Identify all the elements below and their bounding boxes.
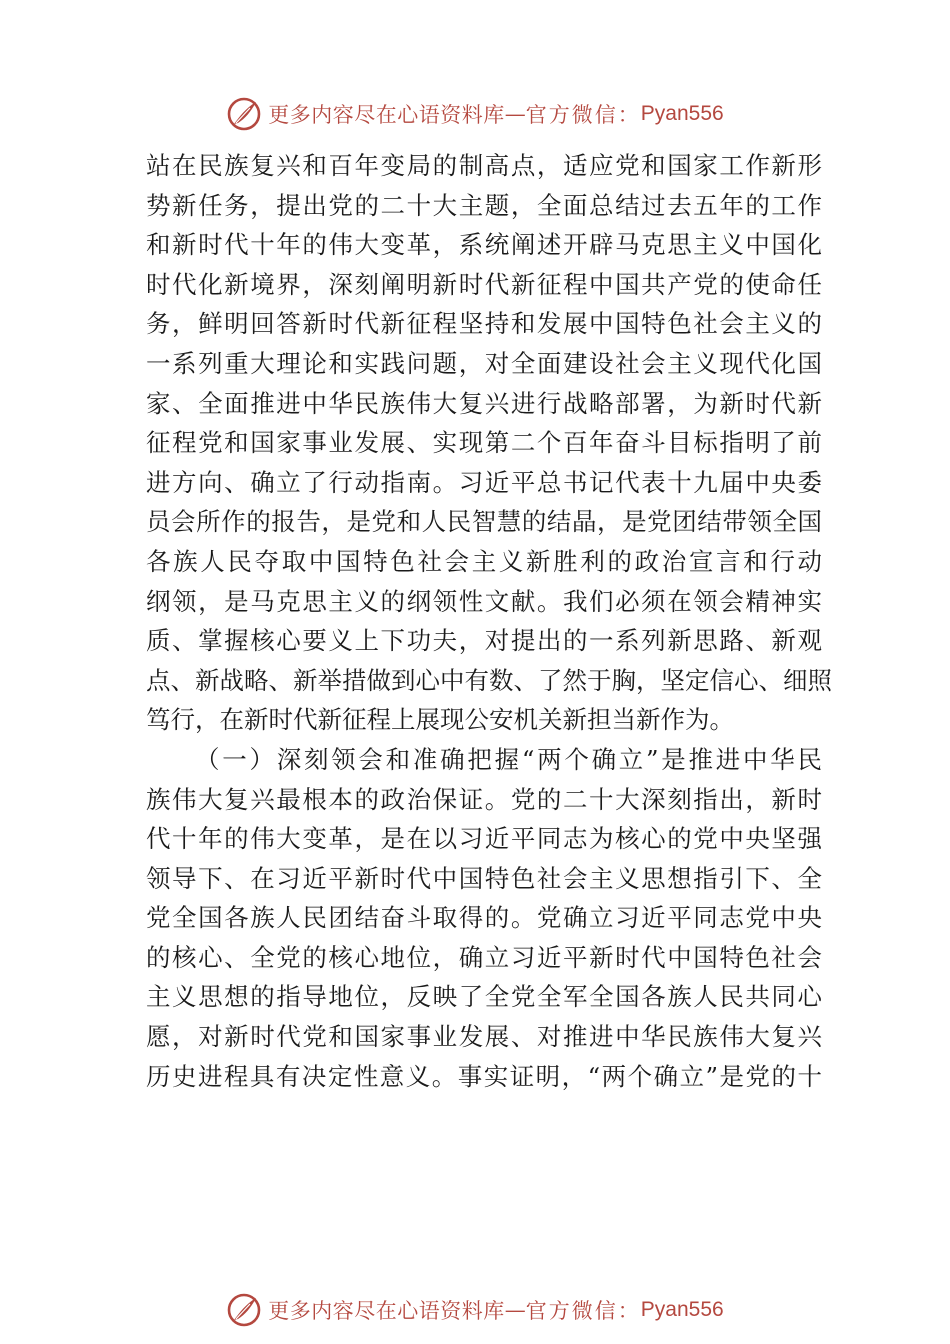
text-line: 征程党和国家事业发展、实现第二个百年奋斗目标指明了前 — [146, 428, 822, 458]
text-line: 进方向、确立了行动指南。习近平总书记代表十九届中央委 — [146, 467, 822, 497]
header-wechat-label: 官方微信： — [525, 103, 641, 127]
text-line: （一）深刻领会和准确把握“两个确立”是推进中华民 — [195, 744, 822, 774]
footer-brand: 更多内容尽在心语资料库 — [268, 1299, 505, 1323]
text-line: 质、掌握核心要义上下功夫，对提出的一系列新思路、新观 — [146, 626, 822, 656]
header-separator: — — [504, 102, 526, 126]
footer-watermark — [0, 1288, 950, 1332]
footer-wechat-label: 官方微信： — [525, 1299, 641, 1323]
feather-seal-logo-icon — [226, 1292, 262, 1328]
text-line: 家、全面推进中华民族伟大复兴进行战略部署，为新时代新 — [146, 388, 822, 418]
text-line: 的核心、全党的核心地位，确立习近平新时代中国特色社会 — [146, 942, 822, 972]
text-line: 纲领，是马克思主义的纲领性文献。我们必须在领会精神实 — [146, 586, 822, 616]
text-line: 代十年的伟大变革，是在以习近平同志为核心的党中央坚强 — [146, 824, 822, 854]
feather-seal-logo-icon — [226, 96, 262, 132]
text-line: 族伟大复兴最根本的政治保证。党的二十大深刻指出，新时 — [146, 784, 822, 814]
paragraph-2 — [146, 740, 822, 1096]
document-body — [146, 146, 832, 1096]
text-line: 员会所作的报告，是党和人民智慧的结晶，是党团结带领全国 — [146, 507, 822, 537]
text-line: 站在民族复兴和百年变局的制高点，适应党和国家工作新形 — [146, 151, 822, 180]
paragraph-1 — [146, 146, 832, 740]
text-line: 务，鲜明回答新时代新征程坚持和发展中国特色社会主义的 — [146, 309, 822, 339]
header-watermark — [0, 92, 950, 136]
header-wechat-id: Pyan556 — [640, 102, 724, 125]
text-line: 历史进程具有决定性意义。事实证明，“两个确立”是党的十 — [146, 1061, 822, 1091]
text-line: 主义思想的指导地位，反映了全党全军全国各族人民共同心 — [146, 982, 822, 1012]
text-line: 各族人民夺取中国特色社会主义新胜利的政治宣言和行动 — [146, 546, 822, 576]
text-line: 时代化新境界，深刻阐明新时代新征程中国共产党的使命任 — [146, 269, 822, 299]
text-line: 势新任务，提出党的二十大主题，全面总结过去五年的工作 — [146, 190, 822, 220]
text-line: 领导下、在习近平新时代中国特色社会主义思想指引下、全 — [146, 863, 822, 893]
text-line: 笃行，在新时代新征程上展现公安机关新担当新作为。 — [146, 705, 734, 735]
text-line: 一系列重大理论和实践问题，对全面建设社会主义现代化国 — [146, 348, 822, 378]
footer-wechat-id: Pyan556 — [640, 1298, 724, 1321]
text-line: 党全国各族人民团结奋斗取得的。党确立习近平同志党中央 — [146, 903, 822, 933]
footer-separator: — — [504, 1298, 526, 1322]
text-line: 点、新战略、新举措做到心中有数、了然于胸，坚定信心、细照 — [146, 665, 832, 695]
text-line: 愿，对新时代党和国家事业发展、对推进中华民族伟大复兴 — [146, 1022, 822, 1052]
header-brand: 更多内容尽在心语资料库 — [268, 103, 505, 127]
text-line: 和新时代十年的伟大变革，系统阐述开辟马克思主义中国化 — [146, 230, 822, 260]
